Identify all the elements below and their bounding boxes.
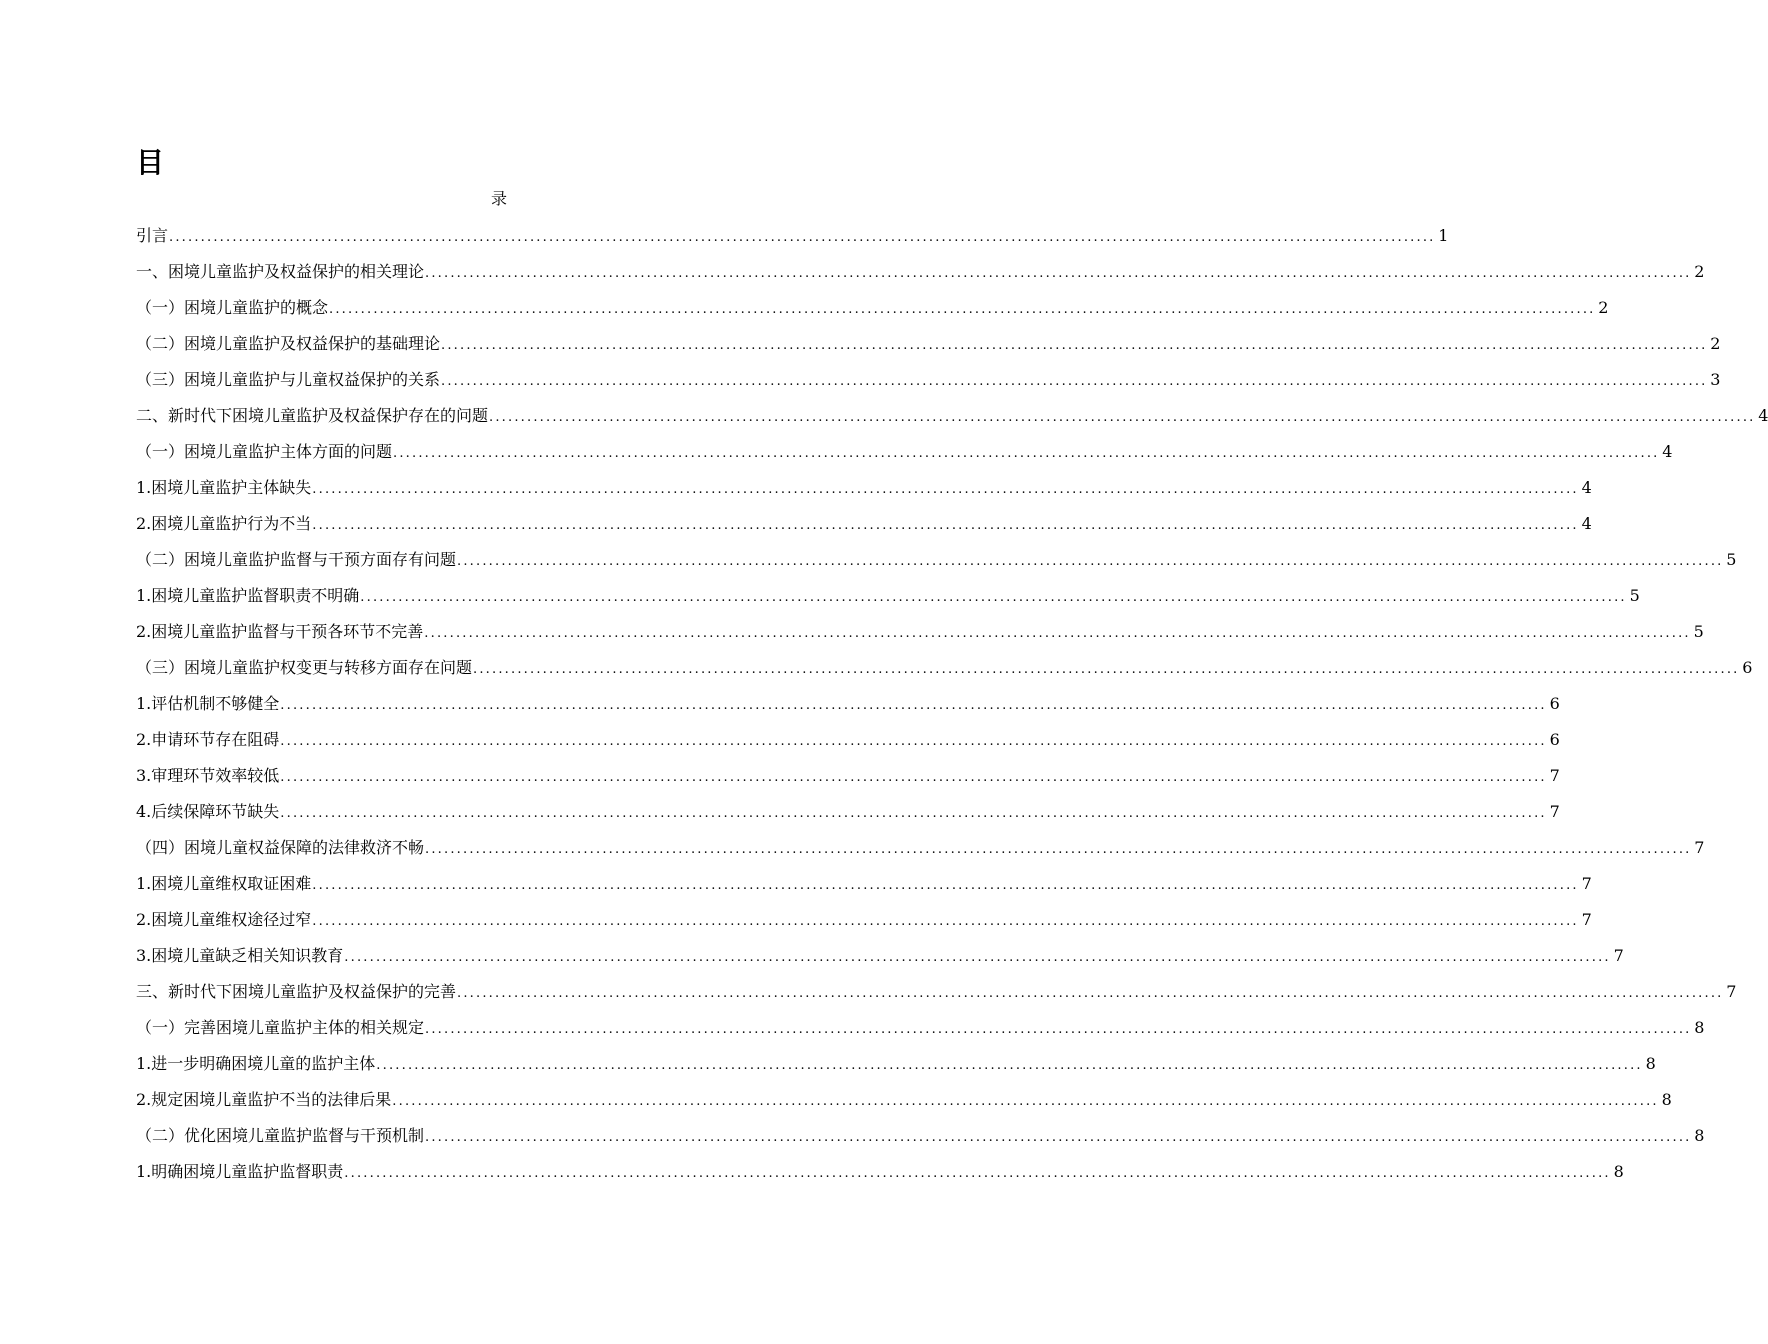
toc-entry[interactable] xyxy=(136,224,1449,260)
toc-entry-title: 2.困境儿童监护监督与干预各环节不完善 xyxy=(136,622,424,641)
toc-entry-title: 一、困境儿童监护及权益保护的相关理论 xyxy=(136,262,425,281)
toc-entry-page-number: 2 xyxy=(1598,298,1609,317)
toc-leader-dots: ........................................................................................................................................................................................................ xyxy=(424,626,1691,641)
toc-entry[interactable] xyxy=(136,908,1592,944)
toc-entry-title: 1.明确困境儿童监护监督职责 xyxy=(136,1162,344,1181)
toc-leader-dots: ........................................................................................................................................................................................................ xyxy=(329,302,1596,317)
toc-heading-large: 目 xyxy=(136,146,165,179)
toc-entry-page-number: 4 xyxy=(1581,478,1592,497)
toc-entry-title: 2.规定困境儿童监护不当的法律后果 xyxy=(136,1090,392,1109)
toc-leader-dots: ........................................................................................................................................................................................................ xyxy=(280,770,1547,785)
table-of-contents xyxy=(136,224,1768,1196)
toc-entry-page-number: 5 xyxy=(1726,550,1737,569)
toc-entry-title: 2.申请环节存在阻碍 xyxy=(136,730,280,749)
toc-leader-dots: ........................................................................................................................................................................................................ xyxy=(360,590,1627,605)
toc-entry-title: （二）优化困境儿童监护监督与干预机制 xyxy=(136,1126,425,1145)
toc-leader-dots: ........................................................................................................................................................................................................ xyxy=(392,1094,1659,1109)
toc-entry[interactable] xyxy=(136,584,1640,620)
toc-entry[interactable] xyxy=(136,800,1560,836)
toc-entry[interactable] xyxy=(136,980,1737,1016)
toc-leader-dots: ........................................................................................................................................................................................................ xyxy=(425,1130,1692,1145)
toc-leader-dots: ........................................................................................................................................................................................................ xyxy=(457,986,1724,1001)
toc-leader-dots: ........................................................................................................................................................................................................ xyxy=(344,950,1611,965)
toc-entry-title: （一）困境儿童监护主体方面的问题 xyxy=(136,442,393,461)
toc-entry[interactable] xyxy=(136,332,1721,368)
toc-entry-title: 1.困境儿童监护主体缺失 xyxy=(136,478,312,497)
toc-leader-dots: ........................................................................................................................................................................................................ xyxy=(280,806,1547,821)
toc-entry-title: （二）困境儿童监护及权益保护的基础理论 xyxy=(136,334,441,353)
toc-entry-title: （二）困境儿童监护监督与干预方面存有问题 xyxy=(136,550,457,569)
toc-entry-title: 1.进一步明确困境儿童的监护主体 xyxy=(136,1054,376,1073)
toc-entry-page-number: 4 xyxy=(1581,514,1592,533)
toc-leader-dots: ........................................................................................................................................................................................................ xyxy=(280,698,1547,713)
toc-entry[interactable] xyxy=(136,944,1624,980)
toc-entry-title: （一）困境儿童监护的概念 xyxy=(136,298,329,317)
toc-entry-page-number: 7 xyxy=(1726,982,1737,1001)
toc-entry[interactable] xyxy=(136,368,1721,404)
toc-entry-page-number: 7 xyxy=(1694,838,1705,857)
toc-entry-title: （三）困境儿童监护与儿童权益保护的关系 xyxy=(136,370,441,389)
toc-leader-dots: ........................................................................................................................................................................................................ xyxy=(441,338,1708,353)
toc-leader-dots: ........................................................................................................................................................................................................ xyxy=(169,230,1436,245)
toc-leader-dots: ........................................................................................................................................................................................................ xyxy=(393,446,1660,461)
toc-entry[interactable] xyxy=(136,1088,1672,1124)
toc-entry-title: （一）完善困境儿童监护主体的相关规定 xyxy=(136,1018,425,1037)
toc-entry-page-number: 7 xyxy=(1549,802,1560,821)
toc-entry-page-number: 8 xyxy=(1694,1126,1705,1145)
toc-entry-title: 1.困境儿童监护监督职责不明确 xyxy=(136,586,360,605)
toc-entry[interactable] xyxy=(136,620,1704,656)
toc-entry-title: 引言 xyxy=(136,226,169,245)
toc-entry-title: 2.困境儿童维权途径过窄 xyxy=(136,910,312,929)
toc-entry[interactable] xyxy=(136,476,1592,512)
toc-leader-dots: ........................................................................................................................................................................................................ xyxy=(376,1058,1643,1073)
toc-entry-title: 1.评估机制不够健全 xyxy=(136,694,280,713)
toc-entry-page-number: 6 xyxy=(1742,658,1753,677)
toc-leader-dots: ........................................................................................................................................................................................................ xyxy=(457,554,1724,569)
toc-leader-dots: ........................................................................................................................................................................................................ xyxy=(489,410,1756,425)
toc-leader-dots: ........................................................................................................................................................................................................ xyxy=(312,914,1579,929)
toc-entry-title: （三）困境儿童监护权变更与转移方面存在问题 xyxy=(136,658,473,677)
toc-entry[interactable] xyxy=(136,836,1705,872)
toc-entry[interactable] xyxy=(136,872,1592,908)
toc-entry[interactable] xyxy=(136,1052,1656,1088)
toc-entry-page-number: 2 xyxy=(1710,334,1721,353)
toc-entry-title: 二、新时代下困境儿童监护及权益保护存在的问题 xyxy=(136,406,489,425)
toc-entry-page-number: 3 xyxy=(1710,370,1721,389)
toc-entry-title: 4.后续保障环节缺失 xyxy=(136,802,280,821)
toc-leader-dots: ........................................................................................................................................................................................................ xyxy=(344,1166,1611,1181)
toc-leader-dots: ........................................................................................................................................................................................................ xyxy=(425,266,1692,281)
toc-entry[interactable] xyxy=(136,260,1705,296)
toc-entry[interactable] xyxy=(136,548,1737,584)
toc-entry-page-number: 6 xyxy=(1549,730,1560,749)
toc-entry-page-number: 8 xyxy=(1661,1090,1672,1109)
toc-entry-page-number: 1 xyxy=(1438,226,1449,245)
toc-heading-small: 录 xyxy=(490,189,507,208)
toc-entry-page-number: 7 xyxy=(1581,910,1592,929)
toc-leader-dots: ........................................................................................................................................................................................................ xyxy=(312,482,1579,497)
toc-entry-page-number: 2 xyxy=(1694,262,1705,281)
toc-entry-title: 1.困境儿童维权取证困难 xyxy=(136,874,312,893)
toc-entry[interactable] xyxy=(136,764,1560,800)
toc-entry-page-number: 8 xyxy=(1645,1054,1656,1073)
toc-entry-title: （四）困境儿童权益保障的法律救济不畅 xyxy=(136,838,425,857)
toc-leader-dots: ........................................................................................................................................................................................................ xyxy=(280,734,1547,749)
toc-entry-title: 3.困境儿童缺乏相关知识教育 xyxy=(136,946,344,965)
toc-leader-dots: ........................................................................................................................................................................................................ xyxy=(425,842,1692,857)
toc-leader-dots: ........................................................................................................................................................................................................ xyxy=(473,662,1740,677)
toc-entry-title: 3.审理环节效率较低 xyxy=(136,766,280,785)
toc-entry[interactable] xyxy=(136,1160,1624,1196)
toc-entry-page-number: 7 xyxy=(1613,946,1624,965)
toc-entry[interactable] xyxy=(136,1124,1705,1160)
toc-leader-dots: ........................................................................................................................................................................................................ xyxy=(312,518,1579,533)
toc-entry[interactable] xyxy=(136,692,1560,728)
toc-entry[interactable] xyxy=(136,728,1560,764)
toc-entry[interactable] xyxy=(136,296,1609,332)
toc-entry[interactable] xyxy=(136,656,1753,692)
toc-entry-title: 三、新时代下困境儿童监护及权益保护的完善 xyxy=(136,982,457,1001)
toc-entry-page-number: 6 xyxy=(1549,694,1560,713)
toc-entry-page-number: 8 xyxy=(1694,1018,1705,1037)
toc-entry[interactable] xyxy=(136,512,1592,548)
toc-entry[interactable] xyxy=(136,404,1768,440)
toc-leader-dots: ........................................................................................................................................................................................................ xyxy=(425,1022,1692,1037)
toc-entry-page-number: 5 xyxy=(1693,622,1704,641)
toc-leader-dots: ........................................................................................................................................................................................................ xyxy=(441,374,1708,389)
toc-leader-dots: ........................................................................................................................................................................................................ xyxy=(312,878,1579,893)
toc-entry-page-number: 7 xyxy=(1581,874,1592,893)
toc-entry-page-number: 4 xyxy=(1662,442,1673,461)
toc-entry-title: 2.困境儿童监护行为不当 xyxy=(136,514,312,533)
toc-entry-page-number: 5 xyxy=(1629,586,1640,605)
toc-entry-page-number: 8 xyxy=(1613,1162,1624,1181)
toc-entry-page-number: 7 xyxy=(1549,766,1560,785)
toc-entry[interactable] xyxy=(136,1016,1705,1052)
toc-entry-page-number: 4 xyxy=(1758,406,1768,425)
toc-entry[interactable] xyxy=(136,440,1673,476)
